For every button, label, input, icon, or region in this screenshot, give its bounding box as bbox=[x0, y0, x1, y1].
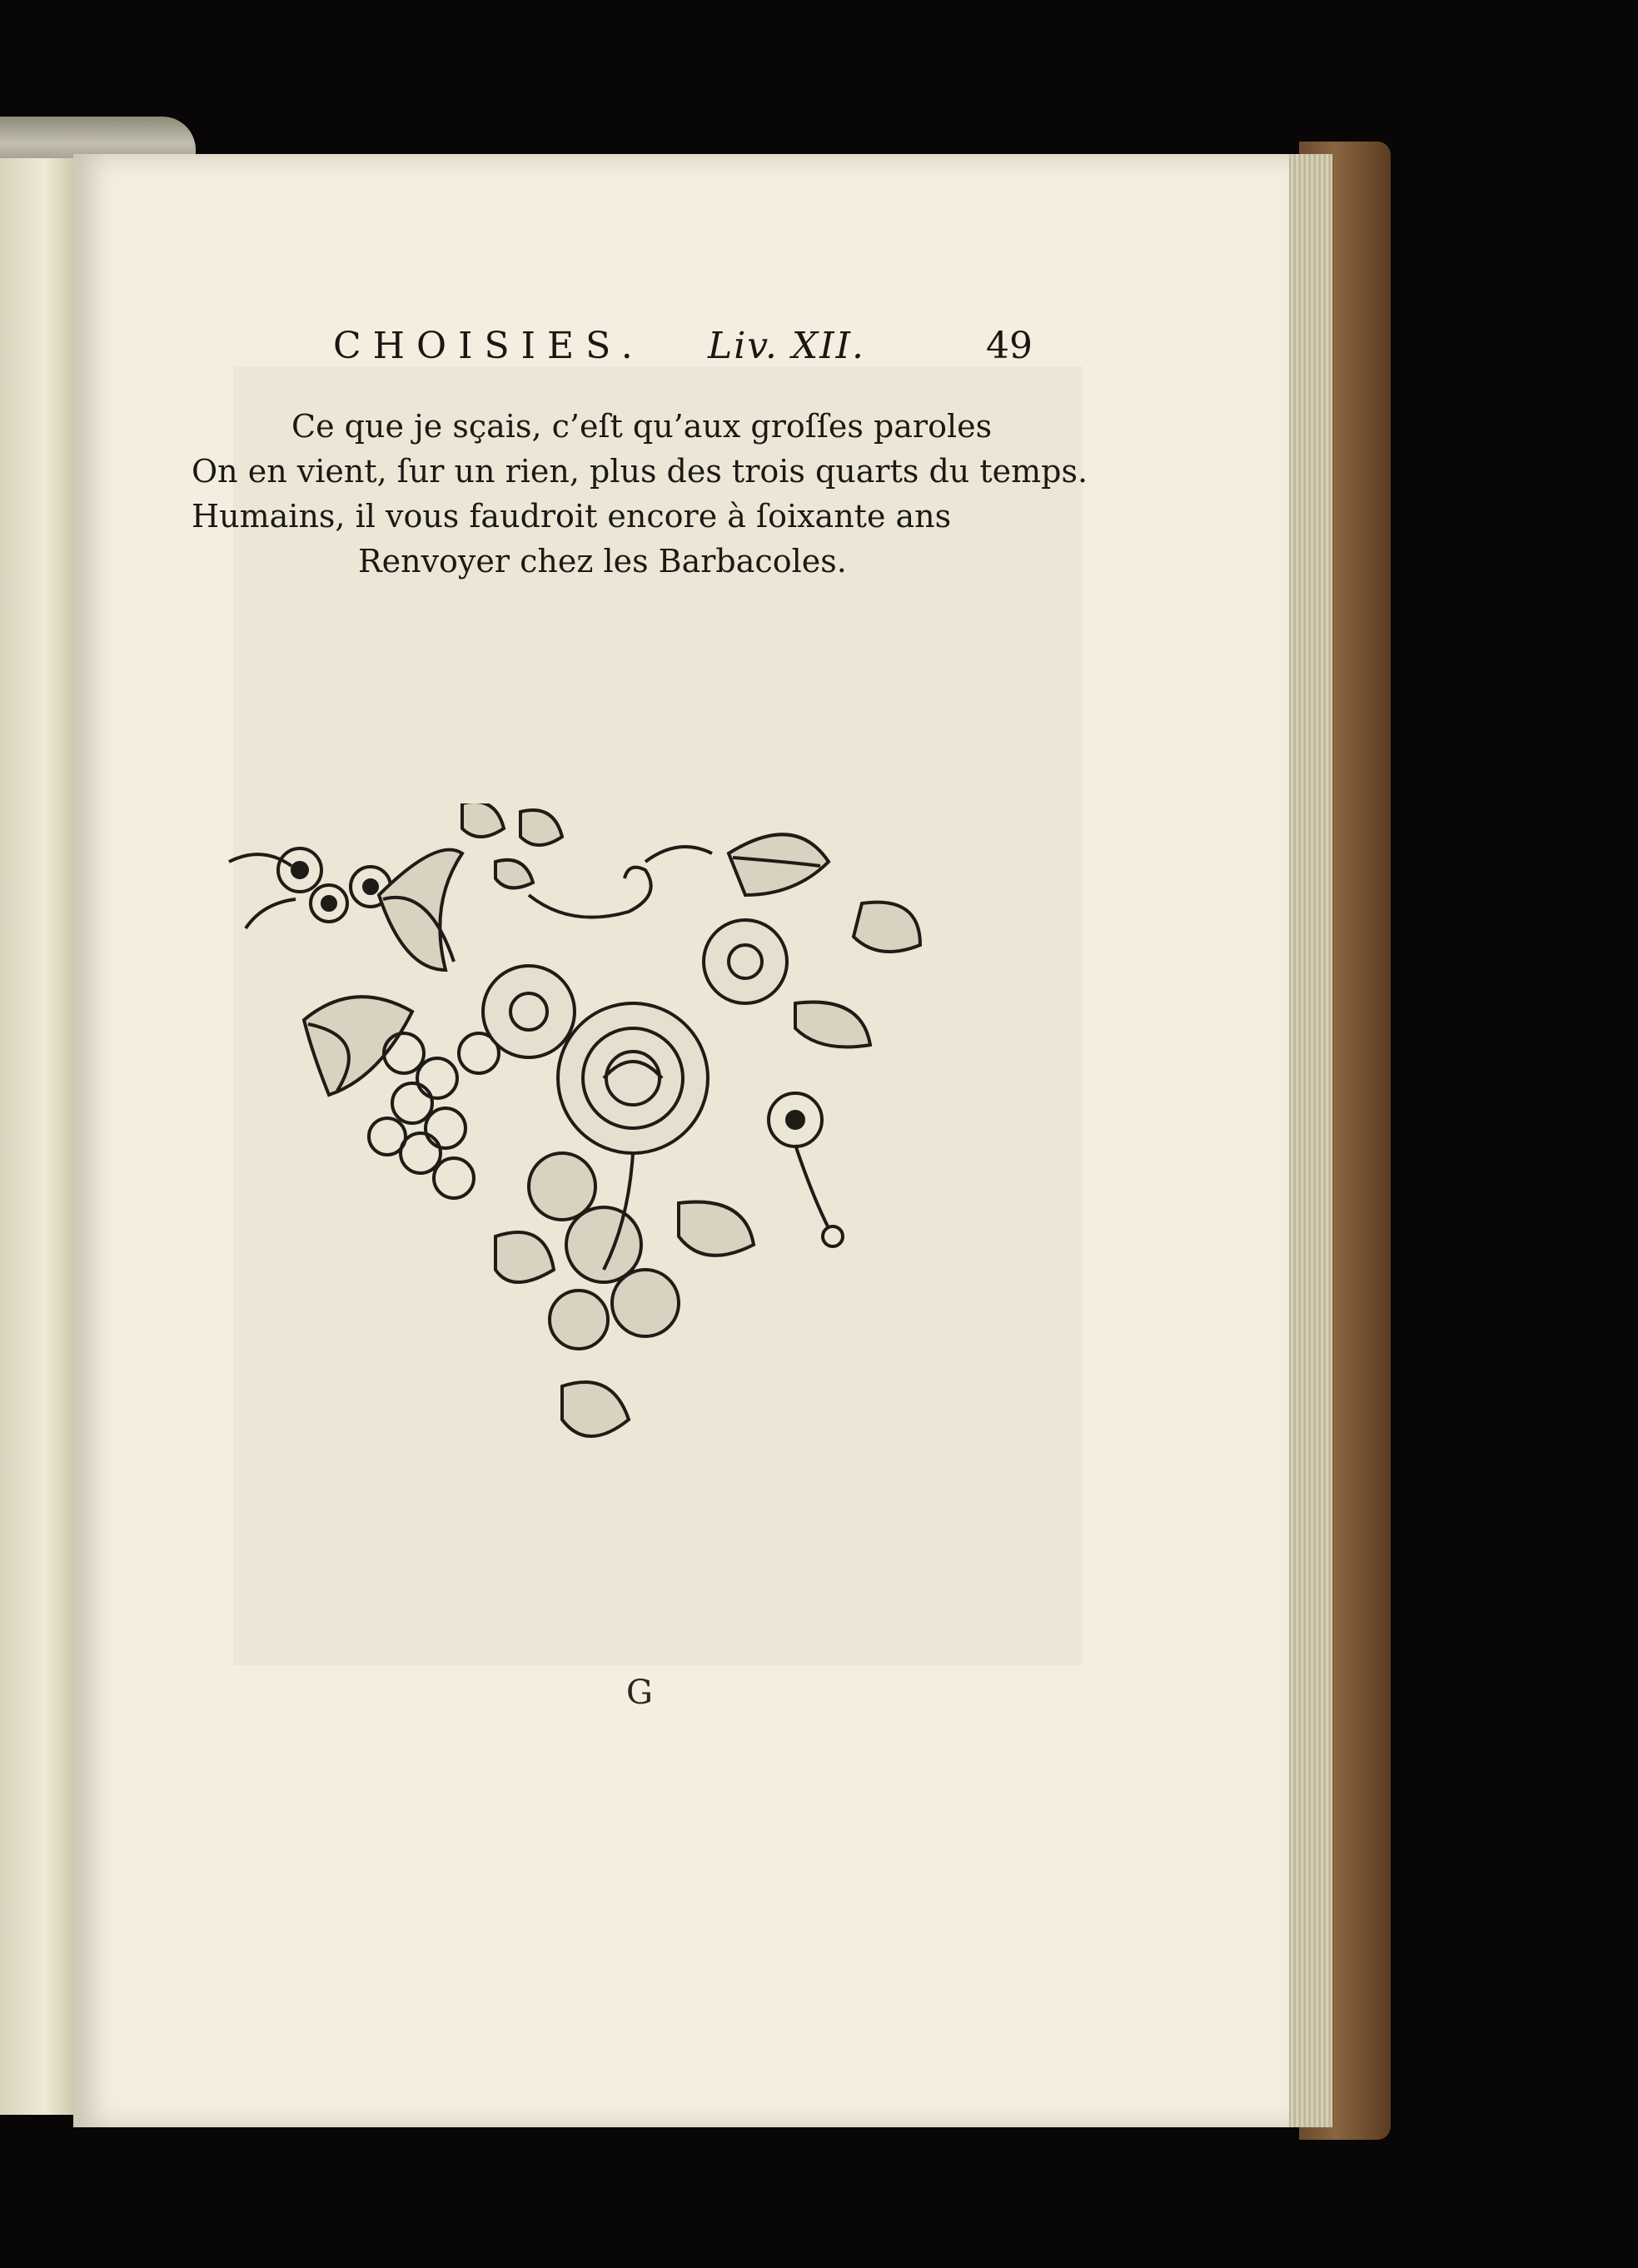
running-title: CHOISIES. bbox=[333, 325, 645, 367]
book-reference: Liv. XII. bbox=[708, 325, 865, 367]
left-page-edge bbox=[0, 158, 75, 2115]
verse-line: Humains, il vous faudroit encore à ſoixante ans bbox=[192, 498, 952, 535]
verse-line: Renvoyer chez les Barbacoles. bbox=[358, 543, 847, 579]
verse-line: Ce que je sçais, c’eſt qu’aux groſſes paroles bbox=[291, 408, 993, 445]
running-header bbox=[333, 325, 1049, 375]
page-number: 49 bbox=[986, 325, 1033, 367]
verse-line: On en vient, ſur un rien, plus des trois quarts du temps. bbox=[192, 453, 1088, 490]
signature-mark: G bbox=[626, 1674, 653, 1712]
floral-vignette-icon bbox=[212, 803, 1020, 1470]
verse-block bbox=[192, 404, 1088, 584]
page-block-edge bbox=[1282, 154, 1332, 2127]
